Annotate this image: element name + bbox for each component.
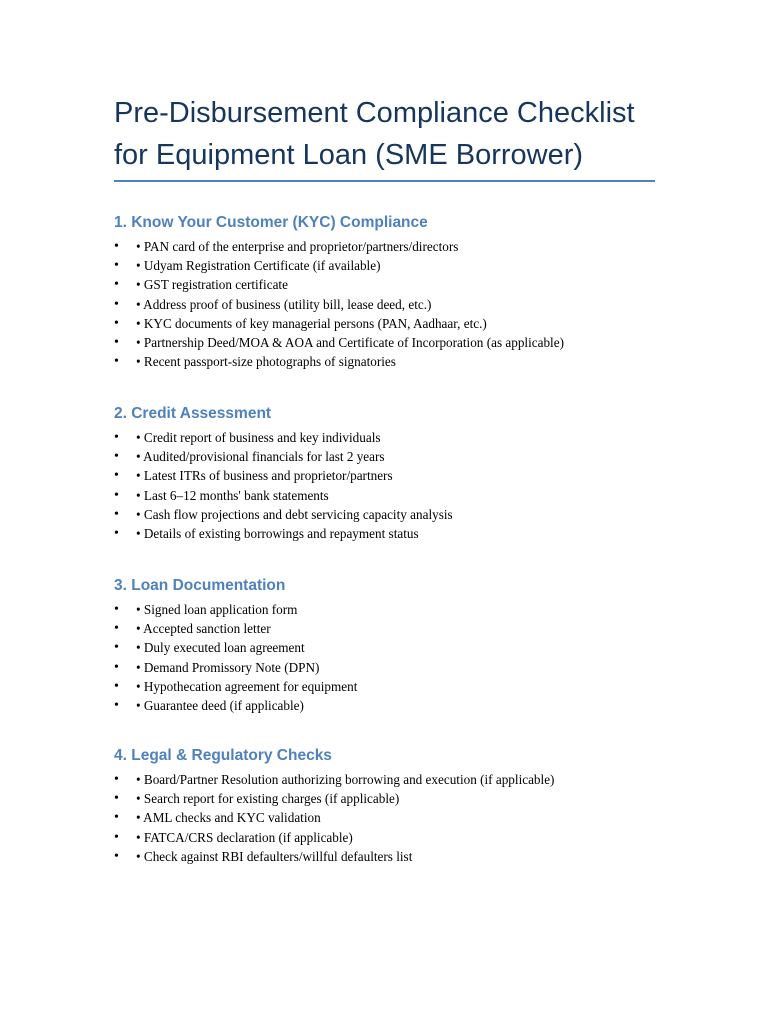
bullet-icon: •: [114, 697, 119, 713]
bullet-icon: •: [114, 525, 119, 541]
checklist-item-text: • Guarantee deed (if applicable): [136, 697, 304, 713]
checklist-item: [114, 789, 674, 808]
bullet-icon: •: [114, 334, 119, 350]
checklist-item-text: • Credit report of business and key individuals: [136, 430, 381, 445]
checklist-item: [114, 486, 674, 505]
bullet-icon: •: [114, 678, 119, 694]
checklist-item-text: • Audited/provisional financials for last 2 years: [136, 449, 385, 465]
checklist-item-text: • Latest ITRs of business and proprietor/partners: [136, 468, 393, 484]
checklist-item-text: • AML checks and KYC validation: [136, 810, 321, 826]
section-heading: 2. Credit Assessment: [114, 405, 272, 422]
checklist-item: [114, 638, 674, 657]
checklist-item-text: • Recent passport-size photographs of signatories: [136, 354, 396, 370]
bullet-icon: •: [114, 354, 119, 370]
checklist-item: [114, 770, 674, 789]
section-heading: 3. Loan Documentation: [114, 577, 286, 594]
bullet-icon: •: [114, 430, 119, 445]
checklist: [114, 600, 674, 715]
checklist-item-text: • Duly executed loan agreement: [136, 640, 305, 656]
document-title-line-1: Pre-Disbursement Compliance Checklist: [114, 97, 635, 129]
bullet-icon: •: [114, 621, 119, 637]
checklist-item: [114, 847, 674, 866]
checklist-item-text: • PAN card of the enterprise and proprietor/partners/directors: [136, 239, 459, 254]
bullet-icon: •: [114, 659, 119, 675]
bullet-icon: •: [114, 810, 119, 826]
section-kyc-compliance: [114, 213, 674, 371]
checklist-item: [114, 677, 674, 696]
checklist-item-text: • Udyam Registration Certificate (if available): [136, 258, 381, 274]
bullet-icon: •: [114, 449, 119, 465]
checklist-item-text: • Last 6–12 months' bank statements: [136, 487, 329, 503]
section-heading: 1. Know Your Customer (KYC) Compliance: [114, 214, 428, 231]
checklist-item-text: • Accepted sanction letter: [136, 621, 271, 637]
checklist-item: [114, 466, 674, 485]
checklist-item: [114, 428, 674, 447]
checklist-item-text: • Signed loan application form: [136, 602, 298, 617]
bullet-icon: •: [114, 772, 119, 787]
checklist-item-text: • Board/Partner Resolution authorizing borrowing and execution (if applicable): [136, 772, 555, 787]
checklist-item-text: • Details of existing borrowings and repayment status: [136, 525, 419, 541]
checklist-item: [114, 333, 674, 352]
checklist-item-text: • Address proof of business (utility bill, lease deed, etc.): [136, 296, 432, 312]
bullet-icon: •: [114, 296, 119, 312]
bullet-icon: •: [114, 277, 119, 293]
bullet-icon: •: [114, 640, 119, 656]
checklist: [114, 428, 674, 543]
checklist-item-text: • GST registration certificate: [136, 277, 288, 293]
bullet-icon: •: [114, 487, 119, 503]
checklist-item-text: • Check against RBI defaulters/willful defaulters list: [136, 848, 413, 864]
checklist-item-text: • Search report for existing charges (if applicable): [136, 791, 400, 807]
checklist-item-text: • Cash flow projections and debt servicing capacity analysis: [136, 506, 453, 522]
title-divider: [114, 180, 655, 182]
checklist-item: [114, 828, 674, 847]
section-heading: 4. Legal & Regulatory Checks: [114, 747, 332, 764]
checklist-item-text: • FATCA/CRS declaration (if applicable): [136, 829, 353, 845]
checklist-item: [114, 256, 674, 275]
checklist-item-text: • Demand Promissory Note (DPN): [136, 659, 320, 675]
checklist-item-text: • KYC documents of key managerial persons (PAN, Aadhaar, etc.): [136, 315, 487, 331]
section-loan-documentation: [114, 576, 674, 715]
checklist-item: [114, 658, 674, 677]
checklist-item: [114, 352, 674, 371]
checklist: [114, 237, 674, 371]
document-title-line-2: for Equipment Loan (SME Borrower): [114, 139, 584, 171]
checklist-item: [114, 314, 674, 333]
checklist-item-text: • Partnership Deed/MOA & AOA and Certificate of Incorporation (as applicable): [136, 334, 564, 350]
bullet-icon: •: [114, 602, 119, 617]
checklist-item: [114, 447, 674, 466]
bullet-icon: •: [114, 315, 119, 331]
checklist-item: [114, 524, 674, 543]
bullet-icon: •: [114, 468, 119, 484]
bullet-icon: •: [114, 506, 119, 522]
checklist-item: [114, 237, 674, 256]
checklist-item: [114, 275, 674, 294]
checklist-item-text: • Hypothecation agreement for equipment: [136, 678, 358, 694]
checklist-item: [114, 696, 674, 715]
checklist-item: [114, 619, 674, 638]
checklist: [114, 770, 674, 866]
bullet-icon: •: [114, 829, 119, 845]
checklist-item: [114, 295, 674, 314]
checklist-item: [114, 808, 674, 827]
section-legal-regulatory-checks: [114, 746, 674, 866]
bullet-icon: •: [114, 239, 119, 254]
document-title: [114, 92, 674, 176]
checklist-item: [114, 505, 674, 524]
bullet-icon: •: [114, 258, 119, 274]
bullet-icon: •: [114, 791, 119, 807]
bullet-icon: •: [114, 848, 119, 864]
checklist-item: [114, 600, 674, 619]
section-credit-assessment: [114, 404, 674, 543]
